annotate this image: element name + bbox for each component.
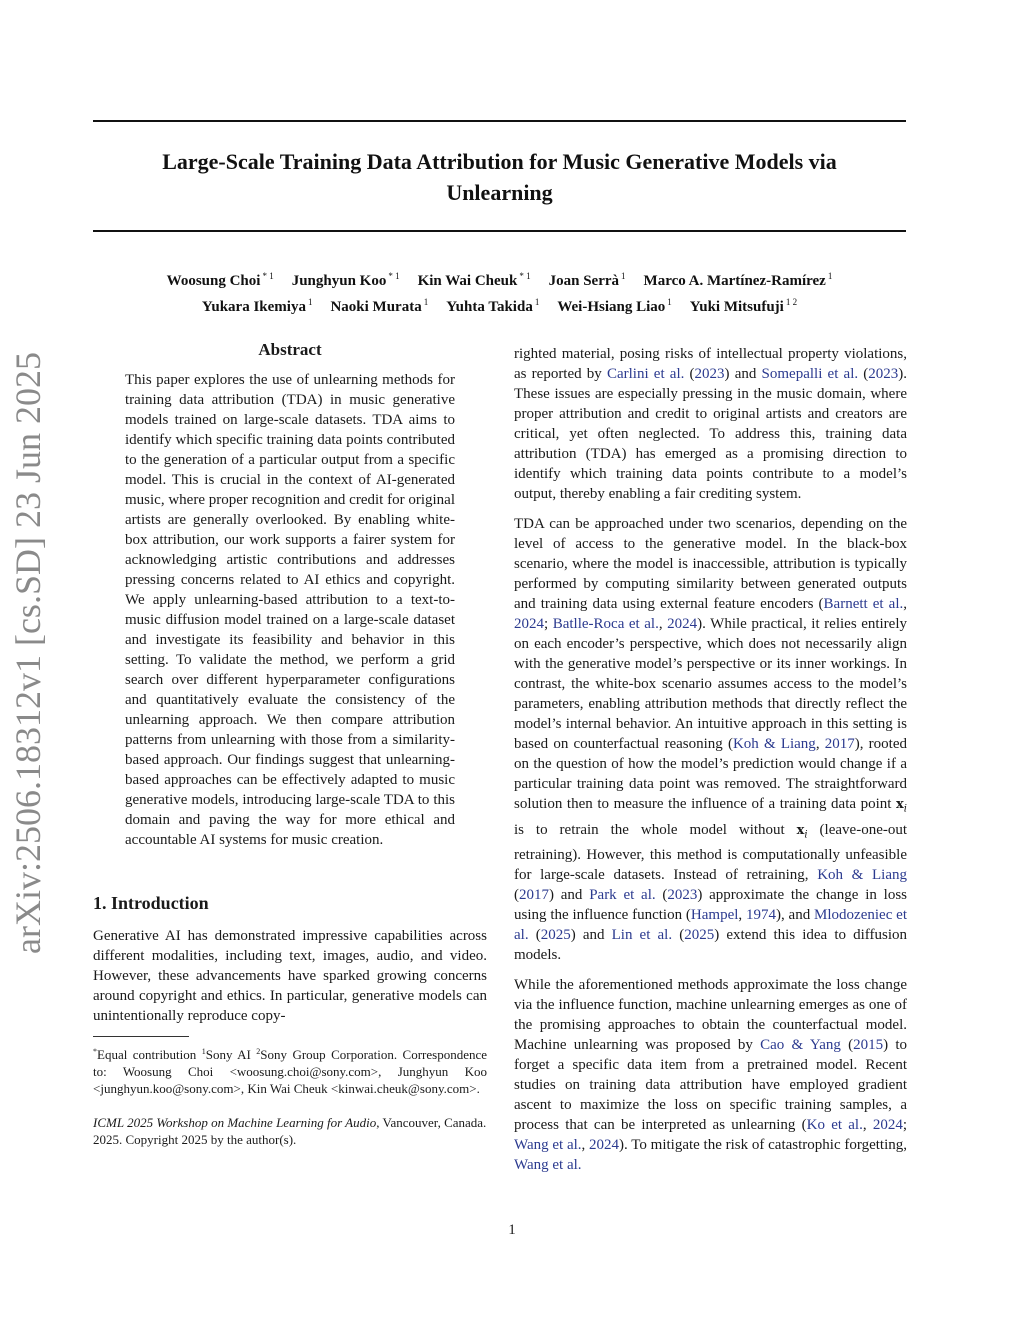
- author-affiliation-marker: 1: [621, 271, 626, 281]
- body-text: (: [655, 887, 668, 904]
- introduction-heading: 1. Introduction: [93, 893, 209, 913]
- author-list: [93, 266, 906, 318]
- citation-link[interactable]: Park et al.: [589, 887, 656, 904]
- venue-copyright: , Vancouver, Canada. 2025. Copyright 2025 by the author(s).: [93, 1115, 487, 1147]
- author-affiliation-marker: * 1: [388, 271, 400, 281]
- citation-link[interactable]: Hampel: [690, 907, 739, 924]
- body-text: ) and: [549, 887, 590, 904]
- author-name: Yuki Mitsufuji $^{1 2}$: [689, 297, 798, 315]
- citation-link[interactable]: 2025: [684, 927, 715, 944]
- body-text: (leave-one-out retraining). However, this method is computationally unfeasible for large-scale datasets. Instead of retraining,: [514, 821, 908, 884]
- author-name: Naoki Murata $^1$: [330, 297, 429, 315]
- author-affiliation-marker: * 1: [519, 271, 531, 281]
- body-text: is to retrain the whole model without: [514, 821, 797, 838]
- body-text: ). While practical, it relies entirely on each encoder’s perspective, which does not necessarily align with the generative model’s perspective or its inner workings. In contrast, the white-box scenario assumes access to the model’s parameters, enabling attribution methods that directly reflect the model’s internal behavior. An intuitive approach in this setting is based on counterfactual reasoning (: [514, 616, 908, 752]
- citation-link[interactable]: 2023: [694, 366, 725, 382]
- citation-link[interactable]: 2024: [872, 1117, 903, 1134]
- title-top-rule: [93, 120, 906, 122]
- author-name: Wei-Hsiang Liao $^1$: [557, 297, 672, 315]
- abstract-text: This paper explores the use of unlearning methods for training data attribution (TDA) in music generative models trained on large-scale datasets. TDA aims to identify which specific training data points contributed to the generation of a particular output from a specific model. This is crucial in the context of AI-generated music, where proper recognition and credit for original artists are generally overlooked. By enabling white-box attribution, our work supports a fairer system for acknowledging artistic contributions and addresses pressing concerns related to AI ethics and copyright. We apply unlearning-based attribution to a text-to-music diffusion model trained on a large-scale dataset and investigate its feasibility and behavior in this setting. To validate the method, we perform a grid search over different hyperparameter configurations and quantitatively evaluate the consistency of the unlearning approach. We then compare attribution patterns from unlearning with those from a similarity-based approach. Our findings suggest that unlearning-based approaches can be effectively adapted to music generative models, introducing large-scale TDA to this domain and paving the way for more ethical and accountable AI systems for music creation.: [125, 372, 455, 848]
- citation-link[interactable]: Wang et al.: [514, 1137, 582, 1154]
- author-name: Yukara Ikemiya $^1$: [201, 297, 313, 315]
- title-bottom-rule: [93, 230, 906, 232]
- footnote-star: *: [93, 1047, 97, 1056]
- body-text: ,: [815, 736, 825, 752]
- math-symbol-base: x: [896, 797, 904, 812]
- right-paragraph-3: [514, 975, 907, 1175]
- citation-link[interactable]: Mlodozeniec et al.: [514, 907, 907, 944]
- citation-link[interactable]: 2023: [667, 887, 698, 904]
- author-name: Junghyun Koo $^{* 1}$: [291, 271, 400, 289]
- body-text: (: [840, 1037, 854, 1054]
- citation-link[interactable]: Koh & Liang: [817, 867, 907, 884]
- body-text: While the aforementioned methods approximate the loss change via the influence function, machine unlearning emerges as one of the promising approaches to obtain the counterfactual model. Machine unlearning was proposed by: [514, 977, 907, 1054]
- body-text: ,: [581, 1137, 590, 1154]
- citation-link[interactable]: Batlle-Roca et al.: [552, 616, 659, 632]
- body-text: (: [858, 366, 869, 382]
- body-text: ) extend this idea to diffusion models.: [514, 927, 908, 964]
- math-symbol: [796, 822, 808, 841]
- right-column: [514, 344, 907, 1185]
- author-row-2: [93, 292, 906, 318]
- author-affiliation-marker: 1: [307, 297, 313, 307]
- citation-link[interactable]: Wang et al.: [514, 1157, 582, 1174]
- citation-link[interactable]: 2024: [589, 1137, 620, 1154]
- body-text: ;: [544, 616, 553, 632]
- citation-link[interactable]: 2025: [540, 927, 571, 944]
- citation-link[interactable]: 2023: [868, 366, 899, 382]
- footnote-affil-2-marker: 2: [256, 1047, 261, 1056]
- body-text: ;: [902, 1117, 908, 1134]
- body-text: ,: [903, 596, 907, 612]
- author-row-1: [93, 266, 906, 292]
- body-text: ,: [738, 907, 746, 924]
- footnote-affil-sony-ai: Sony AI: [205, 1047, 251, 1062]
- footnote-affil-1-marker: 1: [201, 1047, 206, 1056]
- author-name: Kin Wai Cheuk $^{* 1}$: [417, 271, 531, 289]
- body-text: ) and: [570, 927, 612, 944]
- body-text: (: [528, 927, 541, 944]
- paper-title: [93, 146, 906, 208]
- venue-name: ICML 2025 Workshop on Machine Learning for Audio: [93, 1115, 377, 1130]
- author-affiliation-marker: 1: [827, 271, 833, 281]
- citation-link[interactable]: 2024: [514, 616, 544, 632]
- page-number: 1: [508, 1222, 516, 1238]
- citation-link[interactable]: Koh & Liang: [732, 736, 816, 752]
- author-affiliation-marker: * 1: [262, 271, 274, 281]
- citation-link[interactable]: Ko et al.: [806, 1117, 863, 1134]
- math-symbol: [896, 797, 907, 815]
- author-name: Marco A. Martínez-Ramírez $^1$: [643, 271, 833, 289]
- math-subscript: i: [903, 803, 907, 815]
- body-text: (: [514, 887, 519, 904]
- body-text: ), rooted on the question of how the model’s prediction would change if a particular training data point was removed. The straightforward solution then to measure the influence of a training data point: [514, 736, 907, 812]
- citation-link[interactable]: Somepalli et al.: [761, 366, 859, 382]
- introduction-paragraph: Generative AI has demonstrated impressive capabilities across different modalities, including text, images, audio, and video. However, these advancements have sparked growing concerns around copyright and ethics. In particular, generative models can unintentionally reproduce copy-: [93, 928, 487, 1024]
- citation-link[interactable]: 2015: [853, 1037, 884, 1054]
- author-affiliation-marker: 1: [667, 297, 672, 307]
- citation-link[interactable]: 2017: [519, 887, 549, 904]
- left-column: [93, 340, 487, 1148]
- author-affiliation-marker: 1 2: [785, 297, 798, 307]
- right-paragraph-2: [514, 514, 907, 965]
- citation-link[interactable]: Barnett et al.: [823, 596, 904, 612]
- paper-title-line-2: Unlearning: [446, 180, 553, 205]
- author-name: Joan Serrà $^1$: [548, 271, 626, 289]
- footnote-rule: [93, 1036, 189, 1037]
- footnote: [93, 1043, 487, 1097]
- body-text: ) to forget a specific data item from a pretrained model. Recent studies on training data attribution have employed gradient ascent to maximize the loss on specific training samples, a process that can be interpreted as unlearning (: [514, 1037, 907, 1134]
- citation-link[interactable]: 2024: [667, 616, 698, 632]
- body-text: (: [672, 927, 685, 944]
- arxiv-identifier-stamp: arXiv:2506.18312v1 [cs.SD] 23 Jun 2025: [8, 352, 48, 954]
- citation-link[interactable]: Lin et al.: [611, 927, 673, 944]
- paper-title-line-1: Large-Scale Training Data Attribution for Music Generative Models via: [162, 149, 837, 174]
- body-text: ), and: [775, 907, 815, 924]
- citation-link[interactable]: Cao & Yang: [760, 1037, 841, 1054]
- body-text: ) and: [724, 366, 762, 382]
- body-text: (: [684, 366, 695, 382]
- body-text: ,: [658, 616, 668, 632]
- body-text: ). These issues are especially pressing in the music domain, where proper attribution and credit to original artists and creators are critical, yet often neglected. To address this, training data attribution (TDA) has emerged as a promising direction to identify which training data points contribute to a model’s output, thereby enabling a fair crediting system.: [514, 366, 908, 502]
- author-name: Yuhta Takida $^1$: [446, 297, 540, 315]
- math-subscript: i: [804, 829, 808, 841]
- author-name: Woosung Choi $^{* 1}$: [166, 271, 274, 289]
- right-paragraph-1: [514, 344, 907, 504]
- citation-link[interactable]: Carlini et al.: [606, 366, 685, 382]
- body-text: ,: [862, 1117, 873, 1134]
- math-symbol-base: x: [796, 822, 805, 838]
- abstract-heading: Abstract: [258, 340, 322, 359]
- citation-link[interactable]: 1974: [745, 907, 776, 924]
- body-text: righted material, posing risks of intellectual property violations, as reported by: [514, 346, 907, 382]
- footnote-equal-contribution: Equal contribution: [97, 1047, 197, 1062]
- footnote-correspondence: Sony Group Corporation. Correspondence to: Woosung Choi <woosung.choi@sony.com>, Junghyun Koo <junghyun.koo@sony.com>, Kin Wai Cheuk <kinwai.cheuk@sony.com>.: [93, 1047, 488, 1096]
- author-affiliation-marker: 1: [423, 297, 429, 307]
- body-text: TDA can be approached under two scenarios, depending on the level of access to the generative model. In the black-box scenario, where the model is inaccessible, attribution is typically performed by computing similarity between generated outputs and training data using external feature encoders (: [514, 516, 907, 612]
- author-affiliation-marker: 1: [534, 297, 540, 307]
- body-text: ) approximate the change in loss using the influence function (: [514, 887, 907, 924]
- citation-link[interactable]: 2017: [824, 736, 855, 752]
- body-text: ). To mitigate the risk of catastrophic forgetting,: [619, 1137, 907, 1154]
- venue-note: [93, 1114, 487, 1148]
